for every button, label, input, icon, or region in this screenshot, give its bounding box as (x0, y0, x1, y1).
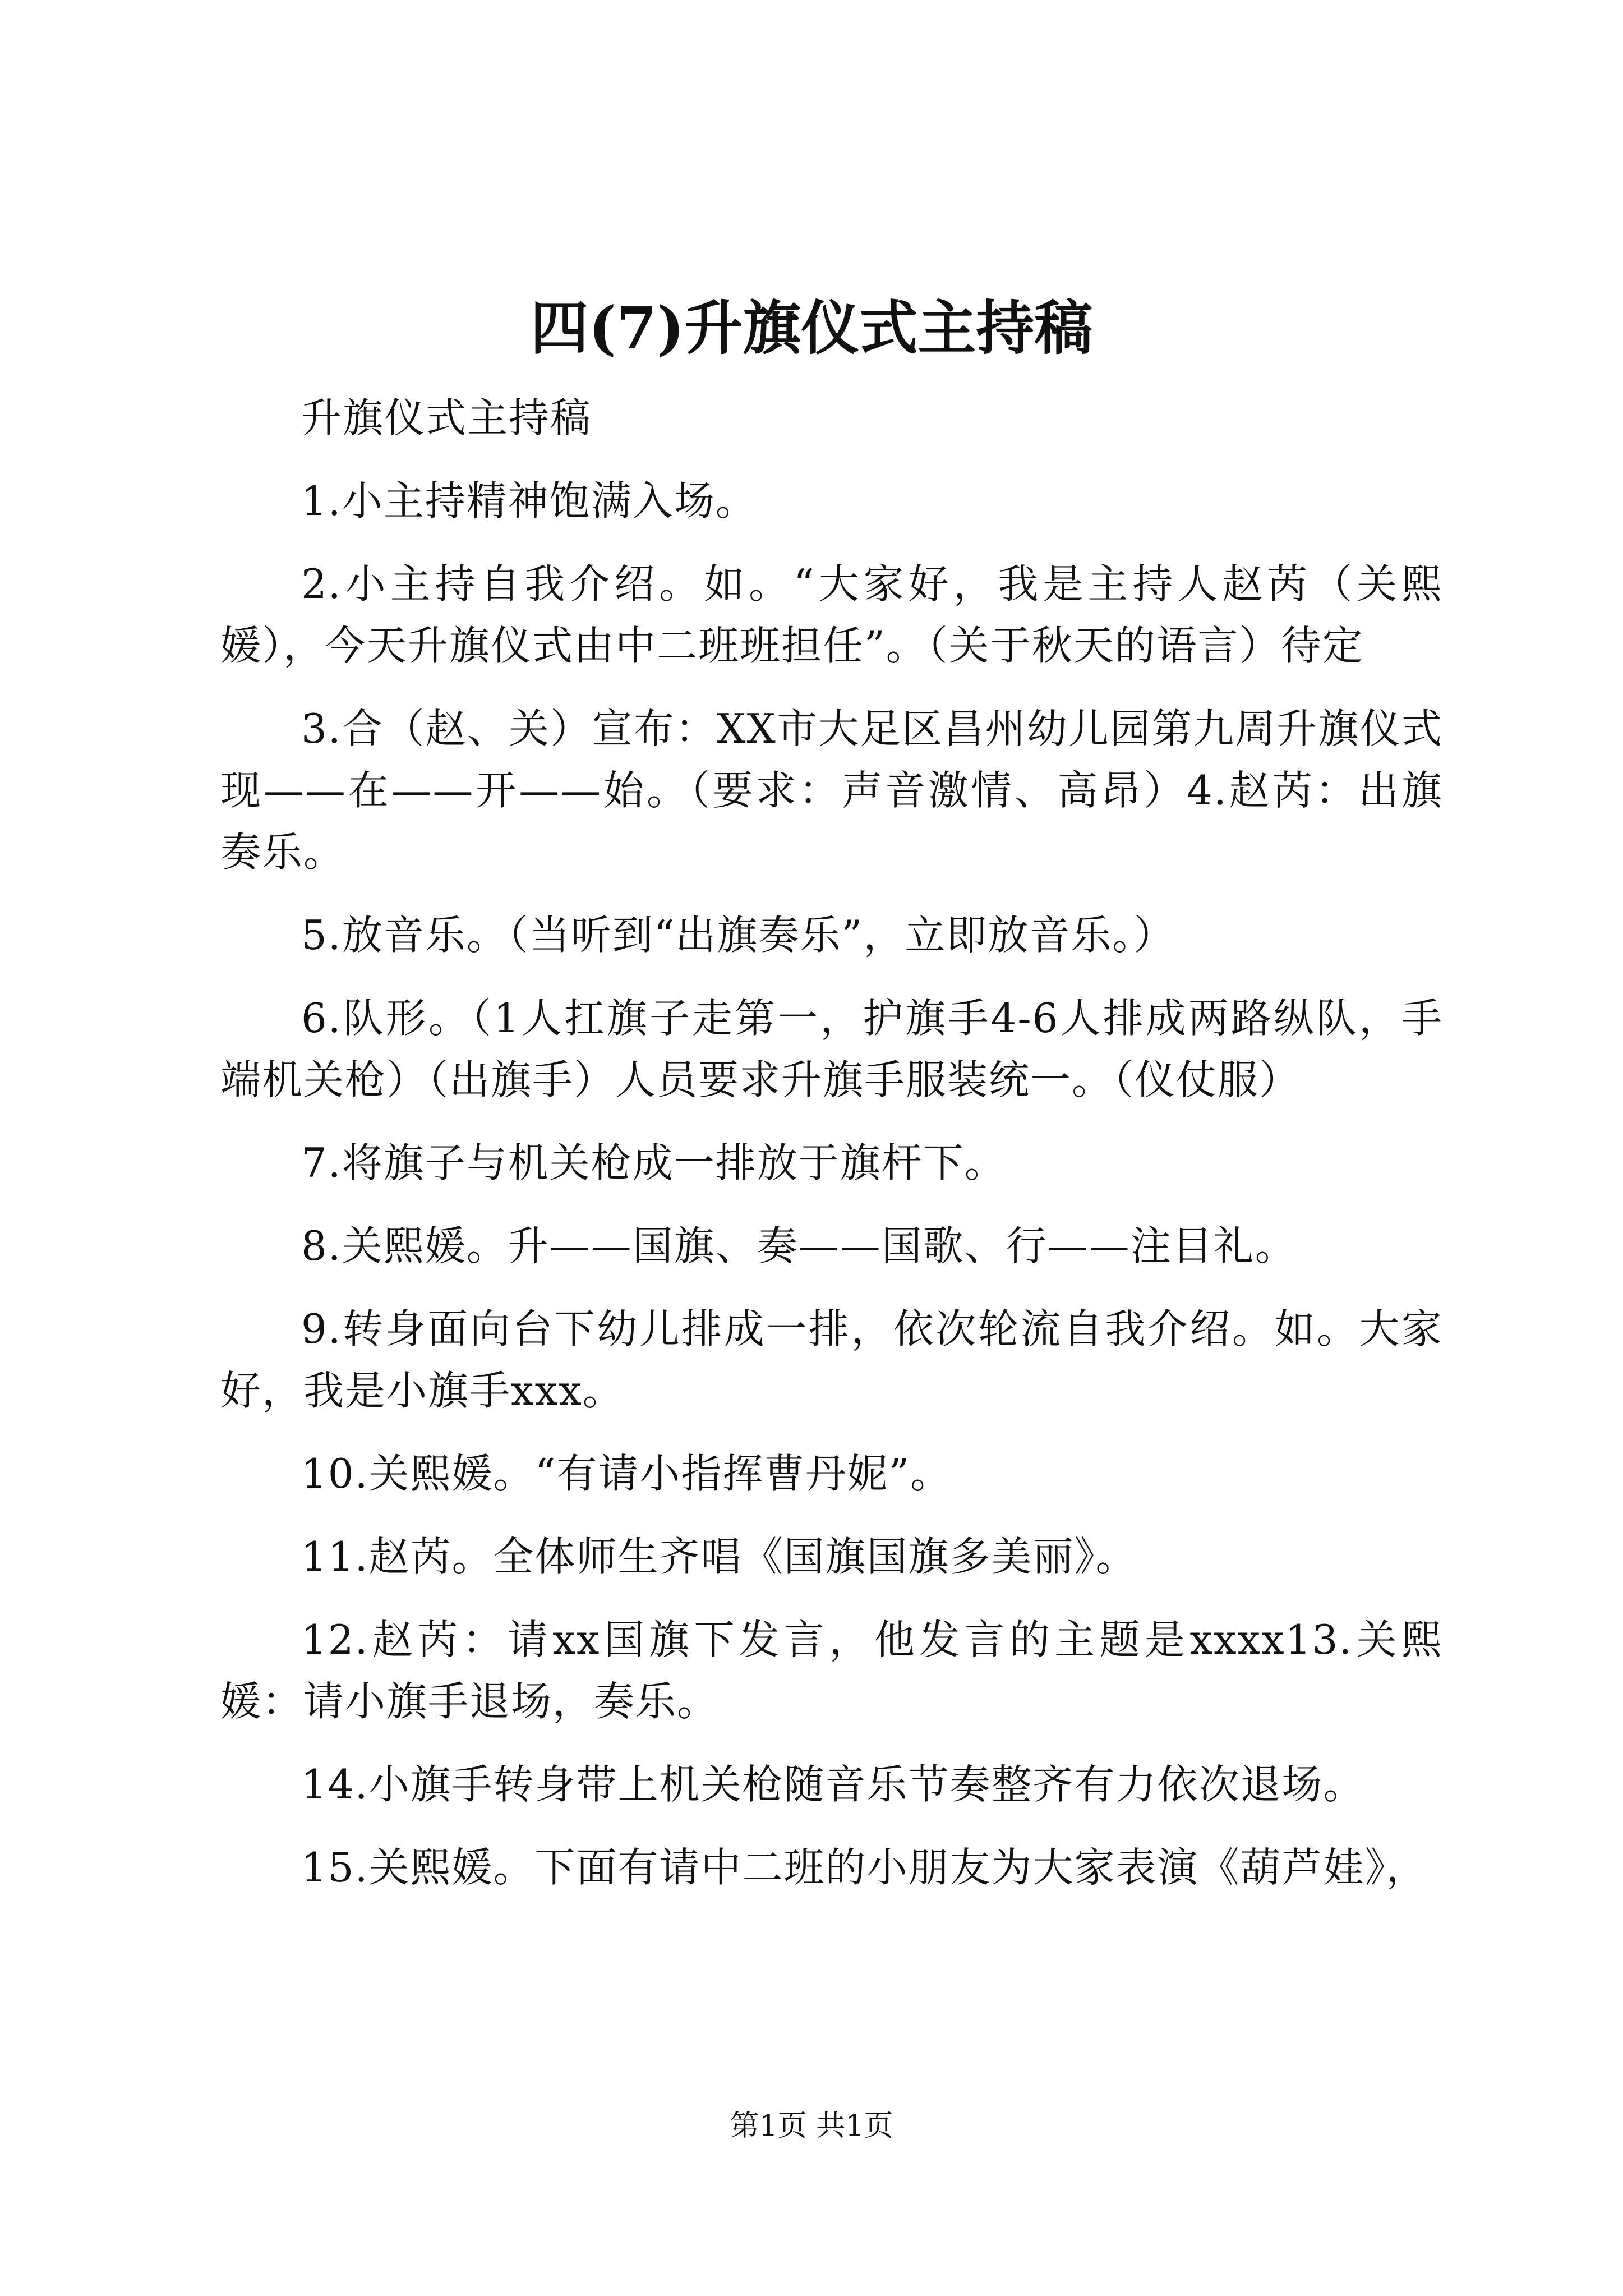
paragraph: 升旗仪式主持稿 (301, 394, 592, 441)
paragraph: 2.小主持自我介绍。如。“大家好，我是主持人赵芮（关熙媛），今天升旗仪式由中二班班担任”。（关于秋天的语言）待定 (220, 560, 1443, 669)
paragraph: 7.将旗子与机关枪成一排放于旗杆下。 (301, 1139, 1006, 1186)
paragraph: 15.关熙媛。下面有请中二班的小朋友为大家表演《葫芦娃》， (301, 1844, 1428, 1891)
paragraph: 9.转身面向台下幼儿排成一排，依次轮流自我介绍。如。大家好，我是小旗手xxx。 (220, 1305, 1443, 1414)
paragraph: 6.队形。（1人扛旗子走第一，护旗手4-6人排成两路纵队，手端机关枪）（出旗手）人员要求升旗手服装统一。（仪仗服） (220, 995, 1443, 1103)
paragraph: 5.放音乐。（当听到“出旗奏乐”，立即放音乐。） (301, 912, 1175, 959)
paragraph: 12.赵芮：请xx国旗下发言，他发言的主题是xxxx13.关熙媛：请小旗手退场，奏乐。 (220, 1616, 1443, 1725)
paragraph: 1.小主持精神饱满入场。 (301, 477, 757, 524)
page-footer: 第1页 共1页 (730, 2109, 893, 2143)
paragraph: 11.赵芮。全体师生齐唱《国旗国旗多美丽》。 (301, 1533, 1137, 1580)
paragraph: 3.合（赵、关）宣布：XX市大足区昌州幼儿园第九周升旗仪式现——在——开——始。（要求：声音激情、高昂）4.赵芮：出旗奏乐。 (220, 705, 1443, 876)
paragraph: 10.关熙媛。“有请小指挥曹丹妮”。 (301, 1450, 952, 1497)
document-title: 四(7)升旗仪式主持稿 (530, 293, 1093, 362)
paragraph: 8.关熙媛。升——国旗、奏——国歌、行——注目礼。 (301, 1222, 1297, 1269)
document-body (220, 387, 1443, 1920)
paragraph: 14.小旗手转身带上机关枪随音乐节奏整齐有力依次退场。 (301, 1761, 1365, 1808)
